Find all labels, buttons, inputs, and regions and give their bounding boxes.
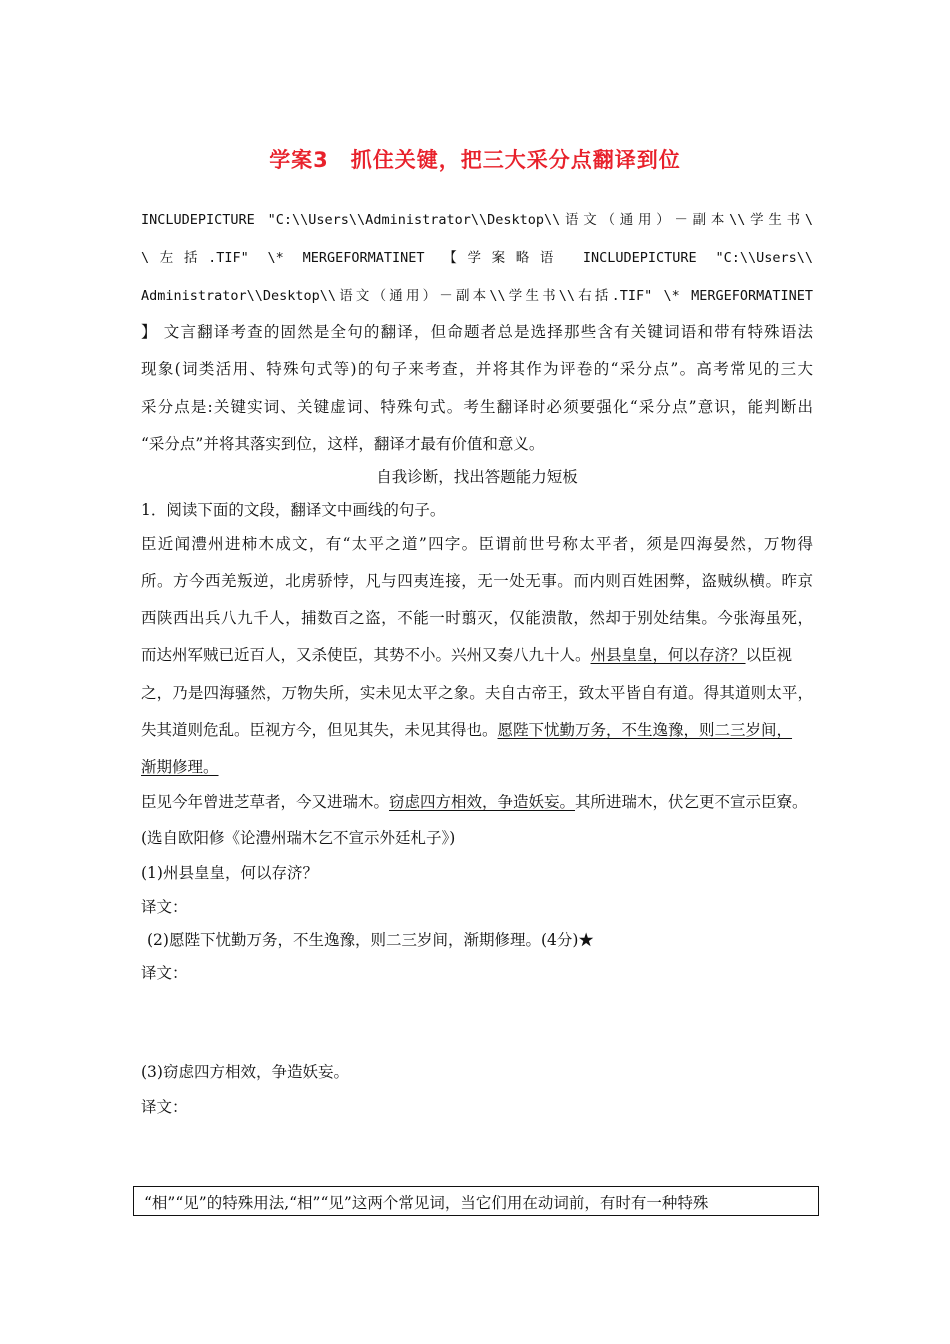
passage-text: 臣见今年曾进芝草者，今又进瑞木。 (141, 793, 390, 811)
passage-source: (选自欧阳修《论澧州瑞木乞不宣示外廷札子》) (141, 829, 456, 847)
underlined-sentence-1: 州县皇皇，何以存济？ (590, 646, 746, 664)
passage-line-7 (141, 757, 813, 777)
passage-line-5: 之，乃是四海骚然，万物失所，实未见太平之象。夫自古帝王，致太平皆自有道。得其道则太平， (141, 684, 813, 702)
passage-line-1: 臣近闻澧州进柿木成文，有“太平之道”四字。臣谓前世号称太平者，须是四海晏然，万物得 (141, 535, 813, 553)
page-title: 学案3 抓住关键，把三大采分点翻译到位 (269, 148, 681, 172)
passage-text: 失其道则危乱。臣视方今，但见其失，未见其得也。 (141, 721, 498, 739)
intro-line-5: 现象(词类活用、特殊句式等)的句子来考查，并将其作为评卷的“采分点”。高考常见的三大 (141, 360, 813, 378)
note-box-text: “相”“见”的特殊用法,“相”“见”这两个常见词，当它们用在动词前，有时有一种特殊 (144, 1194, 709, 1212)
passage-line-2: 所。方今西羌叛逆，北虏骄悖，凡与四夷连接，无一处无事。而内则百姓困弊，盗贼纵横。昨京 (141, 572, 813, 590)
passage-line-8 (141, 792, 813, 812)
subquestion-1: (1)州县皇皇，何以存济？ (141, 864, 318, 882)
intro-line-1: INCLUDEPICTURE "C:\\Users\\Administrator\\Desktop\\语文（通用）－副本\\学生书\ (141, 212, 813, 228)
passage-line-4 (141, 645, 813, 665)
passage-text: 其所进瑞木，伏乞更不宣示臣寮。 (575, 793, 808, 811)
intro-line-7: “采分点”并将其落实到位，这样，翻译才最有价值和意义。 (141, 435, 545, 453)
translation-label-3: 译文： (141, 1098, 188, 1116)
intro-line-4: 】 文言翻译考查的固然是全句的翻译，但命题者总是选择那些含有关键词语和带有特殊语法 (141, 323, 813, 341)
subquestion-2: (2)愿陛下忧勤万务，不生逸豫，则二三岁间，渐期修理。(4分)★ (147, 931, 594, 949)
translation-label-1: 译文： (141, 898, 188, 916)
passage-text: 而达州军贼已近百人，又杀使臣，其势不小。兴州又奏八九十人。 (141, 646, 591, 664)
underlined-sentence-2: 愿陛下忧勤万务，不生逸豫，则二三岁间， (497, 721, 793, 739)
underlined-sentence-2-cont: 渐期修理。 (141, 758, 219, 776)
underlined-sentence-3: 窃虑四方相效，争造妖妄。 (389, 793, 576, 811)
passage-line-3: 西陕西出兵八九千人，捕数百之盗，不能一时翦灭，仅能溃散，然却于别处结集。今张海虽死， (141, 609, 813, 627)
intro-line-2: \左括.TIF" \* MERGEFORMATINET 【学案略语 INCLUDEPICTURE "C:\\Users\\ (141, 250, 813, 266)
passage-text: 以臣视 (745, 646, 793, 664)
note-box (133, 1186, 819, 1216)
question-prompt: 1．阅读下面的文段，翻译文中画线的句子。 (141, 501, 446, 519)
intro-line-6: 采分点是:关键实词、关键虚词、特殊句式。考生翻译时必须要强化“采分点”意识，能判断出 (141, 398, 813, 416)
section-heading: 自我诊断，找出答题能力短板 (376, 468, 578, 486)
intro-line-3: Administrator\\Desktop\\语文（通用）－副本\\学生书\\右括.TIF" \* MERGEFORMATINET (141, 288, 813, 304)
passage-line-6 (141, 720, 813, 740)
subquestion-3: (3)窃虑四方相效，争造妖妄。 (141, 1063, 349, 1081)
translation-label-2: 译文： (141, 964, 188, 982)
